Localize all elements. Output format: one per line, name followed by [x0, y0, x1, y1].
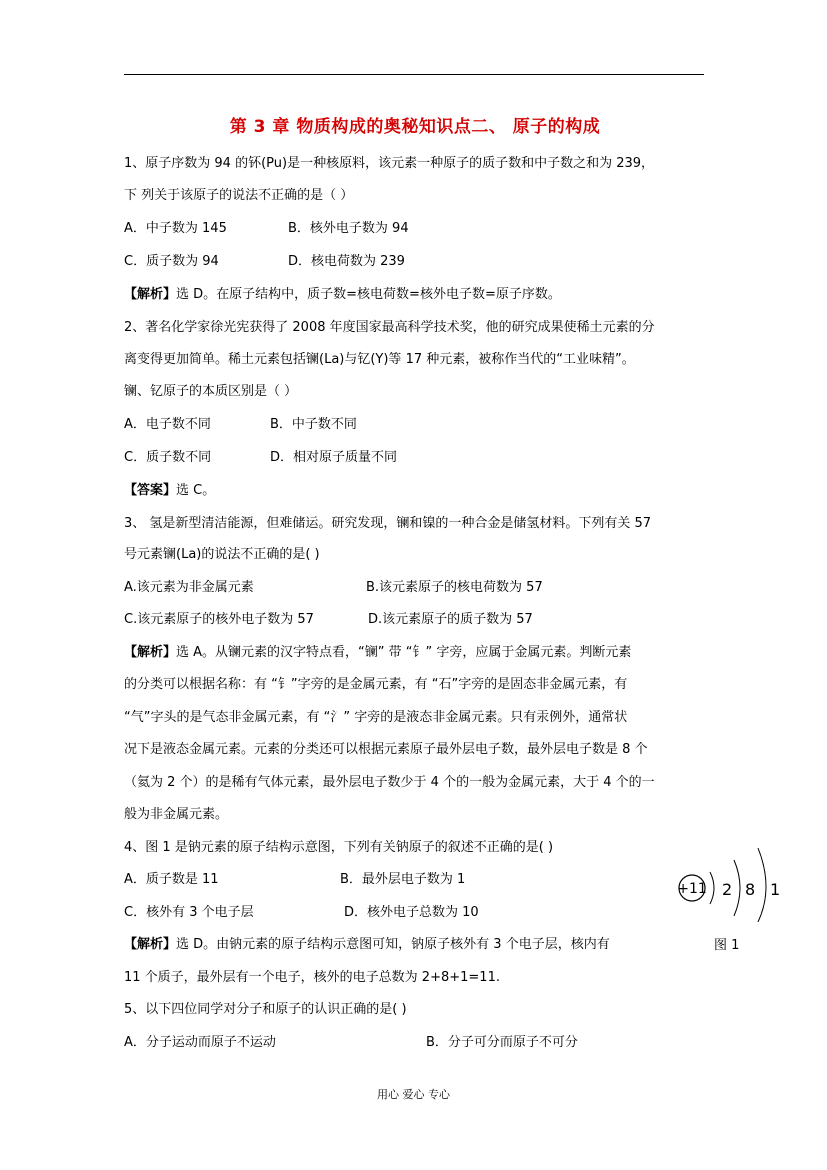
analysis-tag: 【解析】 — [124, 287, 177, 302]
q4-option-c: C．核外有 3 个电子层 — [124, 905, 254, 920]
q1-option-a: A．中子数为 145 — [124, 221, 227, 236]
q2-answer — [124, 479, 215, 498]
q4-option-a: A．质子数是 11 — [124, 872, 219, 887]
q3-option-d: D.该元素原子的质子数为 57 — [368, 612, 533, 627]
answer-text: 选 C。 — [176, 483, 216, 498]
analysis-text: 选 A。从镧元素的汉字特点看，“镧” 带 “钅” 字旁，应属于金属元素。判断元素 — [176, 645, 632, 660]
analysis-tag: 【解析】 — [124, 645, 177, 660]
q3-stem-line2: 号元素镧(La)的说法不正确的是( ) — [124, 547, 320, 562]
q2-option-a: A．电子数不同 — [124, 417, 211, 432]
q2-stem-line1: 2、著名化学家徐光宪获得了 2008 年度国家最高科学技术奖，他的研究成果使稀土元素的分 — [124, 320, 655, 335]
q2-stem-line2: 离变得更加简单。稀土元素包括镧(La)与钇(Y)等 17 种元素，被称作当代的“工业味精”。 — [124, 352, 635, 367]
shell-electrons-1: 2 — [722, 880, 733, 899]
q3-analysis-line6: 般为非金属元素。 — [124, 807, 229, 822]
page-footer: 用心 爱心 专心 — [377, 1088, 450, 1101]
q3-analysis-line1 — [124, 641, 631, 660]
shell-arc-3 — [758, 848, 766, 922]
sodium-atom-diagram — [674, 842, 784, 922]
q1-option-c: C．质子数为 94 — [124, 254, 219, 269]
analysis-text: 选 D。由钠元素的原子结构示意图可知，钠原子核外有 3 个电子层，核内有 — [176, 937, 610, 952]
q1-stem-line2: 下 列关于该原子的说法不正确的是（ ） — [124, 188, 354, 203]
q3-option-a: A.该元素为非金属元素 — [124, 580, 254, 595]
q4-option-b: B．最外层电子数为 1 — [340, 872, 466, 887]
q4-option-d: D．核外电子总数为 10 — [344, 905, 479, 920]
shell-arc-1 — [710, 872, 714, 904]
shell-electrons-3: 1 — [770, 880, 781, 899]
shell-electrons-2: 8 — [745, 880, 756, 899]
q5-option-a: A．分子运动而原子不运动 — [124, 1035, 276, 1050]
nucleus-charge: +11 — [677, 881, 707, 897]
analysis-text: 选 D。在原子结构中，质子数=核电荷数=核外电子数=原子序数。 — [176, 287, 561, 302]
shell-arc-2 — [734, 860, 740, 916]
q1-analysis — [124, 283, 561, 302]
q3-option-b: B.该元素原子的核电荷数为 57 — [366, 580, 543, 595]
q3-stem-line1: 3、 氢是新型清洁能源，但难储运。研究发现，镧和镍的一种合金是储氢材料。下列有关 57 — [124, 516, 652, 531]
q1-stem-line1: 1、原子序数为 94 的钚(Pu)是一种核原料，该元素一种原子的质子数和中子数之和为 239， — [124, 156, 655, 171]
q2-stem-line3: 镧、钇原子的本质区别是（ ） — [124, 384, 298, 399]
q2-option-c: C．质子数不同 — [124, 450, 212, 465]
q3-analysis-line4: 况下是液态金属元素。元素的分类还可以根据元素原子最外层电子数，最外层电子数是 8 个 — [124, 742, 648, 757]
q4-stem-line1: 4、图 1 是钠元素的原子结构示意图，下列有关钠原子的叙述不正确的是( ) — [124, 840, 554, 855]
q3-analysis-line3: “气”字头的是气态非金属元素，有 “氵” 字旁的是液态非金属元素。只有汞例外，通常状 — [124, 710, 628, 725]
q1-option-d: D．核电荷数为 239 — [288, 254, 405, 269]
q3-option-c: C.该元素原子的核外电子数为 57 — [124, 612, 314, 627]
figure-label: 图 1 — [714, 938, 740, 953]
q3-analysis-line2: 的分类可以根据名称：有 “钅”字旁的是金属元素，有 “石”字旁的是固态非金属元素，有 — [124, 677, 628, 692]
page-title: 第 3 章 物质构成的奥秘知识点二、 原子的构成 — [229, 117, 601, 137]
q2-option-d: D．相对原子质量不同 — [270, 450, 398, 465]
q2-option-b: B．中子数不同 — [270, 417, 357, 432]
answer-tag: 【答案】 — [124, 483, 177, 498]
q1-option-b: B．核外电子数为 94 — [288, 221, 409, 236]
q5-option-b: B．分子可分而原子不可分 — [426, 1035, 578, 1050]
header-rule — [124, 74, 704, 75]
q5-stem-line1: 5、以下四位同学对分子和原子的认识正确的是( ) — [124, 1002, 407, 1017]
q4-analysis-line2: 11 个质子，最外层有一个电子，核外的电子总数为 2+8+1=11. — [124, 970, 500, 985]
q4-analysis-line1 — [124, 933, 610, 952]
analysis-tag: 【解析】 — [124, 937, 177, 952]
q3-analysis-line5: （氦为 2 个）的是稀有气体元素，最外层电子数少于 4 个的一般为金属元素，大于 4 个的一 — [124, 775, 655, 790]
